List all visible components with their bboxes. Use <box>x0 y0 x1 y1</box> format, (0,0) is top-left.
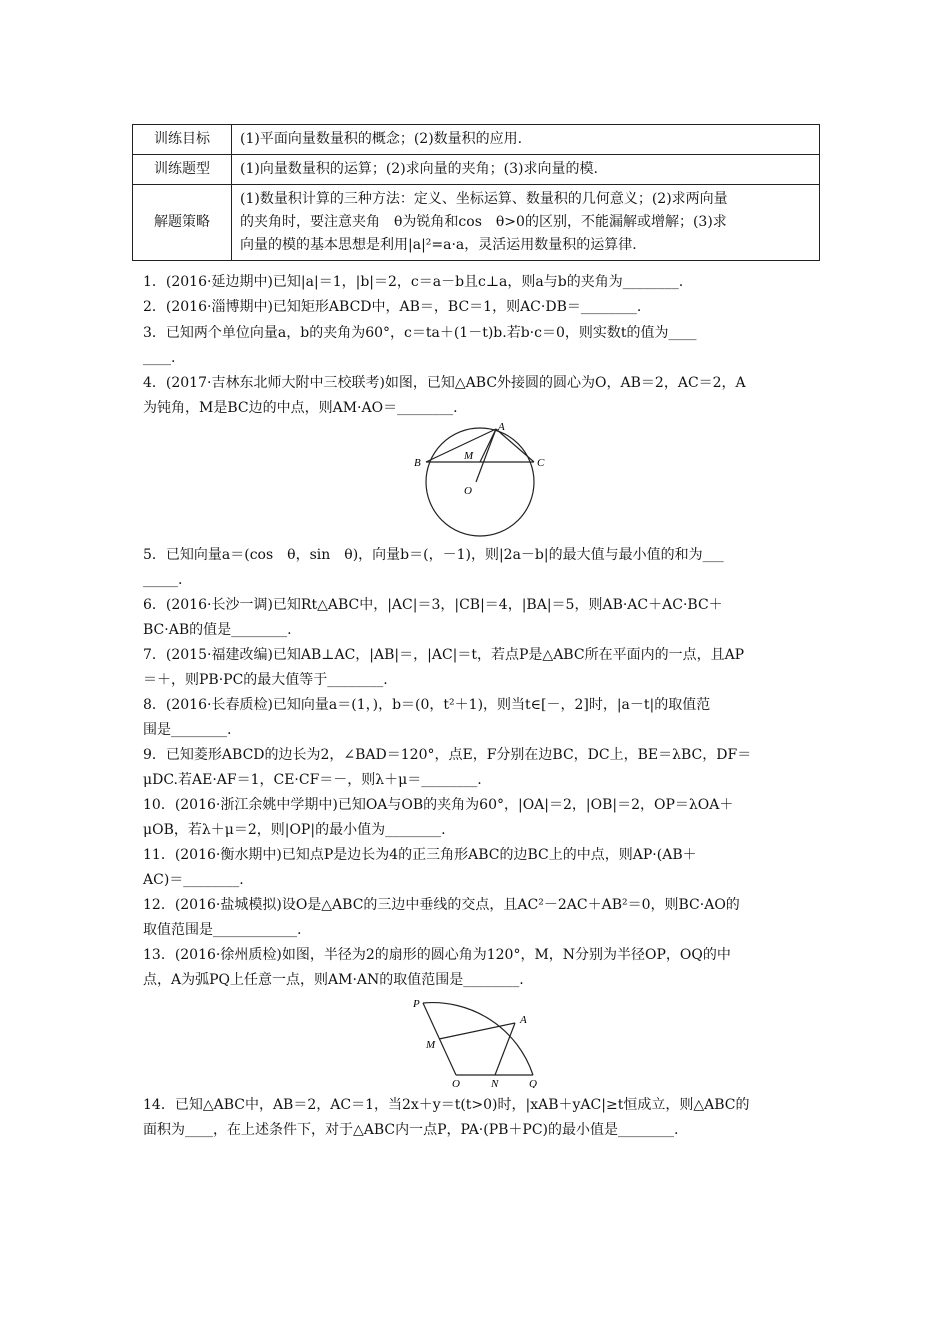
problem-6-line: BC·AB的值是________. <box>143 622 292 638</box>
problem-7-line: 7．(2015·福建改编)已知AB⊥AC，|AB|＝，|AC|＝t，若点P是△ABC所在平面内的一点，且AP <box>143 647 745 663</box>
label-o: O <box>452 1078 460 1088</box>
problem-5-line: 5．已知向量a＝(cos θ，sin θ)，向量b＝(，－1)，则|2a－b|的最大值与最小值的和为___ <box>143 547 724 563</box>
problem-3-line: 3．已知两个单位向量a，b的夹角为60°，c＝ta＋(1－t)b.若b·c＝0，则实数t的值为____ <box>143 325 697 341</box>
problem-10-line: 10．(2016·浙江余姚中学期中)已知OA与OB的夹角为60°，|OA|＝2，|OB|＝2，OP＝λOA＋ <box>143 797 734 813</box>
problem-7-line: ＝＋，则PB·PC的最大值等于________. <box>143 672 388 688</box>
problem-9-line: 9．已知菱形ABCD的边长为2，∠BAD＝120°，点E，F分别在边BC，DC上，BE＝λBC，DF＝ <box>143 747 752 763</box>
problem-13-line: 13．(2016·徐州质检)如图，半径为2的扇形的圆心角为120°，M，N分别为半径OP，OQ的中 <box>143 947 731 963</box>
row-label: 解题策略 <box>133 185 232 261</box>
table-row <box>133 185 820 261</box>
table-row <box>133 155 820 185</box>
problem-12-line: 取值范围是____________. <box>143 922 302 938</box>
label-a: A <box>498 421 505 433</box>
problem-10-line: μOB，若λ＋μ＝2，则|OP|的最小值为________. <box>143 822 446 838</box>
circle-figure <box>410 416 550 538</box>
sector-figure <box>405 993 555 1088</box>
problem-4-line: 4．(2017·吉林东北师大附中三校联考)如图，已知△ABC外接圆的圆心为O，AB＝2，AC＝2，A <box>143 375 746 391</box>
label-m: M <box>464 450 474 462</box>
row-label: 训练题型 <box>133 155 232 185</box>
label-q: Q <box>529 1078 537 1088</box>
problem-14-line: 面积为____，在上述条件下，对于△ABC内一点P，PA·(PB＋PC)的最小值是________. <box>143 1122 679 1138</box>
problem-3-line: ____. <box>143 350 176 366</box>
label-o: O <box>464 485 472 497</box>
problem-8-line: 围是________. <box>143 722 232 738</box>
problem-12-line: 12．(2016·盐城模拟)设O是△ABC的三边中垂线的交点，且AC²－2AC＋AB²＝0，则BC·AO的 <box>143 897 740 913</box>
problem-13-line: 点，A为弧PQ上任意一点，则AM·AN的取值范围是________. <box>143 972 524 988</box>
strategy-line: (1)数量积计算的三种方法：定义、坐标运算、数量积的几何意义；(2)求两向量 <box>240 191 728 207</box>
row-label: 训练目标 <box>133 125 232 155</box>
label-p: P <box>413 998 420 1010</box>
problem-11-line: 11．(2016·衡水期中)已知点P是边长为4的正三角形ABC的边BC上的中点，则AP·(AB＋ <box>143 847 697 863</box>
strategy-line: 的夹角时，要注意夹角 θ为锐角和cos θ>0的区别，不能漏解或增解；(3)求 <box>240 214 727 230</box>
label-c: C <box>537 457 545 469</box>
problem-11-line: AC)＝________. <box>143 872 244 888</box>
row-text: (1)平面向量数量积的概念；(2)数量积的应用. <box>232 125 820 155</box>
problem-1-line: 1．(2016·延边期中)已知|a|＝1，|b|＝2，c＝a－b且c⊥a，则a与b的夹角为________. <box>143 274 684 290</box>
label-a: A <box>520 1014 527 1026</box>
strategy-table <box>132 124 820 261</box>
problem-4-line: 为钝角，M是BC边的中点，则AM·AO＝________. <box>143 400 458 416</box>
problem-6-line: 6．(2016·长沙一调)已知Rt△ABC中，|AC|＝3，|CB|＝4，|BA|＝5，则AB·AC＋AC·BC＋ <box>143 597 723 613</box>
table-row <box>133 125 820 155</box>
label-n: N <box>491 1078 499 1088</box>
problem-5-line: _____. <box>143 572 183 588</box>
problem-9-line: μDC.若AE·AF＝1，CE·CF＝－，则λ＋μ＝________. <box>143 772 482 788</box>
row-text <box>232 185 820 261</box>
row-text: (1)向量数量积的运算；(2)求向量的夹角；(3)求向量的模. <box>232 155 820 185</box>
label-b: B <box>414 457 421 469</box>
strategy-line: 向量的模的基本思想是利用|a|²=a·a，灵活运用数量积的运算律. <box>240 237 637 253</box>
problem-8-line: 8．(2016·长春质检)已知向量a＝(1，)，b＝(0，t²＋1)，则当t∈[－，2]时，|a－t|的取值范 <box>143 697 711 713</box>
problem-2-line: 2．(2016·淄博期中)已知矩形ABCD中，AB＝，BC＝1，则AC·DB＝________. <box>143 299 642 315</box>
problem-14-line: 14．已知△ABC中，AB＝2，AC＝1，当2x＋y＝t(t>0)时，|xAB＋yAC|≥t恒成立，则△ABC的 <box>143 1097 750 1113</box>
label-m: M <box>426 1039 436 1051</box>
